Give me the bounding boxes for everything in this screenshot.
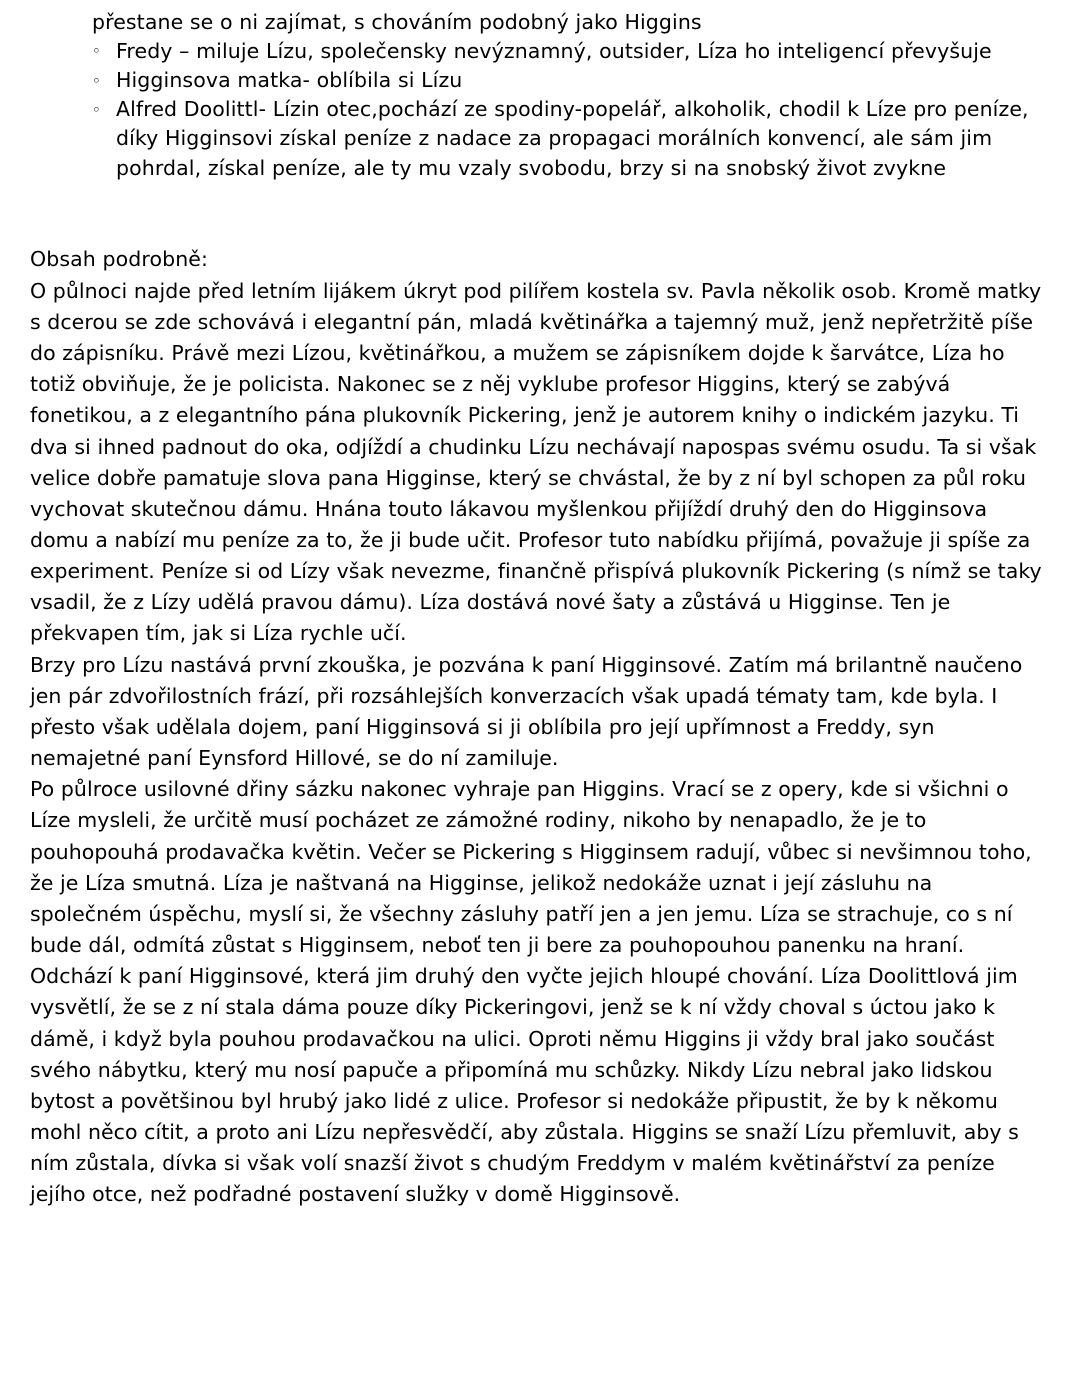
bullet-marker-icon: ◦ [92, 71, 101, 90]
list-item-text: Higginsova matka- oblíbila si Lízu [116, 68, 463, 93]
paragraph: O půlnoci najde před letním lijákem úkryt pod pilířem kostela sv. Pavla několik osob. Kromě matky s dcerou se zde schovává i elegantní pán, mladá květinářka a tajemný muž, jenž nepřetržitě píše do zápisníku. Právě mezi Lízou, květinářkou, a mužem se zápisníkem dojde k šarvátce, Líza ho totiž obviňuje, že je policista. Nakonec se z něj vyklube profesor Higgins, který se zabývá fonetikou, a z elegantního pána plukovník Pickering, jenž je autorem knihy o indickém jazyku. Ti dva si ihned padnout do oka, odjíždí a chudinku Lízu nechávají napospas svému osudu. Ta si však velice dobře pamatuje slova pana Higginse, který se chvástal, že by z ní byl schopen za půl roku vychovat skutečnou dámu. Hnána touto lákavou myšlenkou přijíždí druhý den do Higginsova domu a nabízí mu peníze za to, že ji bude učit. Profesor tuto nabídku přijímá, považuje ji spíše za experiment. Peníze si od Lízy však nevezme, finančně přispívá plukovník Pickering (s nímž se taky vsadil, že z Lízy udělá pravou dámu). Líza dostává nové šaty a zůstává u Higginse. Ten je překvapen tím, jak si Líza rychle učí. [30, 278, 1042, 646]
section-heading: Obsah podrobně: [30, 246, 209, 271]
paragraph: Brzy pro Lízu nastává první zkouška, je pozvána k paní Higginsové. Zatím má brilantně naučeno jen pár zdvořilostních frází, při rozsáhlejších konverzacích však upadá tématy tam, kde byla. I přesto však udělala dojem, paní Higginsová si ji oblíbila pro její upřímnost a Freddy, syn nemajetné paní Eynsford Hillové, se do ní zamiluje. [30, 652, 1023, 771]
list-item [92, 66, 1050, 95]
list-item [92, 37, 1050, 66]
list-continuation-line: přestane se o ni zajímat, s chováním podobný jako Higgins [92, 10, 702, 34]
bullet-marker-icon: ◦ [92, 42, 101, 61]
list-item [92, 95, 1050, 182]
list-item-text: Fredy – miluje Lízu, společensky nevýznamný, outsider, Líza ho inteligencí převyšuje [116, 39, 992, 64]
list-item-text: Alfred Doolittl- Lízin otec,pochází ze spodiny-popelář, alkoholik, chodil k Líze pro peníze, díky Higginsovi získal peníze z nadace za propagaci morálních konvencí, ale sám jim pohrdal, získal peníze, ale ty mu vzaly svobodu, brzy si na snobský život zvykne [116, 97, 1029, 180]
paragraph: Po půlroce usilovné dřiny sázku nakonec vyhraje pan Higgins. Vrací se z opery, kde si všichni o Líze mysleli, že určitě musí pocházet ze zámožné rodiny, nikoho by nenapadlo, že je to pouhopouhá prodavačka květin. Večer se Pickering s Higginsem radují, vůbec si nevšimnou toho, že je Líza smutná. Líza je naštvaná na Higginse, jelikož nedokáže uznat i její zásluhu na společném úspěchu, myslí si, že všechny zásluhy patří jen a jen jemu. Líza se strachuje, co s ní bude dál, odmítá zůstat s Higginsem, neboť ten ji bere za pouhopouhou panenku na hraní. Odchází k paní Higginsové, která jim druhý den vyčte jejich hloupé chování. Líza Doolittlová jim vysvětlí, že se z ní stala dáma pouze díky Pickeringovi, jenž se k ní vždy choval s úctou jako k dámě, i když byla pouhou prodavačkou na ulici. Oproti němu Higgins ji vždy bral jako součást svého nábytku, který mu nosí papuče a připomíná mu schůzky. Nikdy Lízu nebral jako lidskou bytost a povětšinou byl hrubý jako lidé z ulice. Profesor si nedokáže připustit, že by k někomu mohl něco cítit, a proto ani Lízu nepřesvědčí, aby zůstala. Higgins se snaží Lízu přemluvit, aby s ním zůstala, dívka si však volí snazší život s chudým Freddym v malém květinářství za peníze jejího otce, než podřadné postavení služky v domě Higginsově. [30, 777, 1032, 1207]
section-spacer [30, 183, 1050, 245]
bullet-list [30, 8, 1050, 183]
bullet-marker-icon: ◦ [92, 100, 101, 119]
